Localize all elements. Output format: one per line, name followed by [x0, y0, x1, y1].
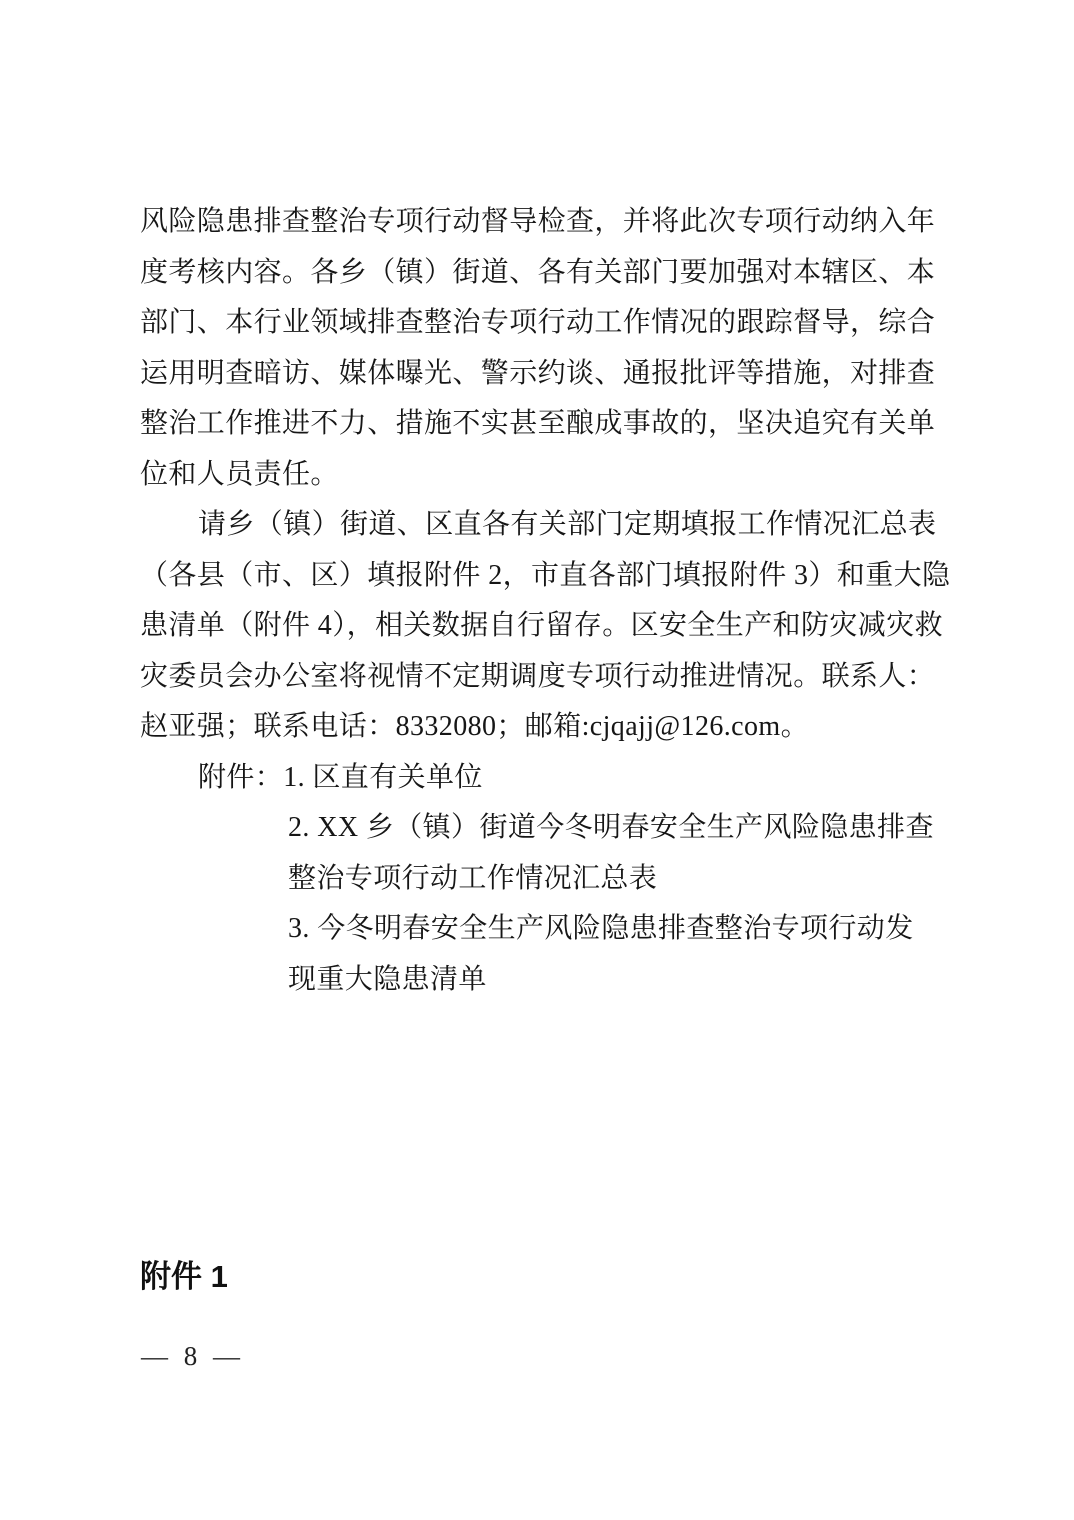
text-line: 整治工作推进不力、措施不实甚至酿成事故的，坚决追究有关单	[140, 408, 936, 439]
attachment-item-3: 3. 今冬明春安全生产风险隐患排查整治专项行动发	[288, 913, 914, 944]
text-line: 请乡（镇）街道、区直各有关部门定期填报工作情况汇总表	[198, 509, 937, 540]
paragraph-2	[140, 500, 950, 753]
attachment-item-3-wrap: 现重大隐患清单	[288, 963, 487, 995]
attachment-item-2-wrap: 整治专项行动工作情况汇总表	[288, 862, 658, 894]
text-line: 度考核内容。各乡（镇）街道、各有关部门要加强对本辖区、本	[140, 256, 936, 288]
attachment-item-1	[140, 753, 950, 804]
attachment-item-1-text: 1. 区直有关单位	[283, 761, 483, 793]
appendix-1-label: 附件 1	[140, 1259, 228, 1294]
paragraph-1	[140, 197, 950, 500]
document-body	[140, 197, 950, 1005]
text-line: 部门、本行业领域排查整治专项行动工作情况的跟踪督导，综合	[140, 307, 936, 338]
text-line: 灾委员会办公室将视情不定期调度专项行动推进情况。联系人：	[140, 660, 936, 692]
text-line: （各县（市、区）填报附件 2，市直各部门填报附件 3）和重大隐	[140, 559, 951, 591]
text-line: 风险隐患排查整治专项行动督导检查，并将此次专项行动纳入年	[140, 206, 936, 237]
text-line: 赵亚强；联系电话：8332080；邮箱:cjqajj@126.com。	[140, 711, 809, 742]
text-line: 运用明查暗访、媒体曝光、警示约谈、通报批评等措施，对排查	[140, 357, 936, 389]
attachment-item-2: 2. XX 乡（镇）街道今冬明春安全生产风险隐患排查	[288, 812, 934, 843]
attachment-list-label: 附件：	[198, 761, 284, 793]
page-number: — 8 —	[141, 1341, 240, 1371]
attachment-list	[140, 753, 950, 1006]
text-line: 患清单（附件 4），相关数据自行留存。区安全生产和防灾减灾救	[140, 610, 944, 641]
text-line: 位和人员责任。	[140, 458, 339, 490]
